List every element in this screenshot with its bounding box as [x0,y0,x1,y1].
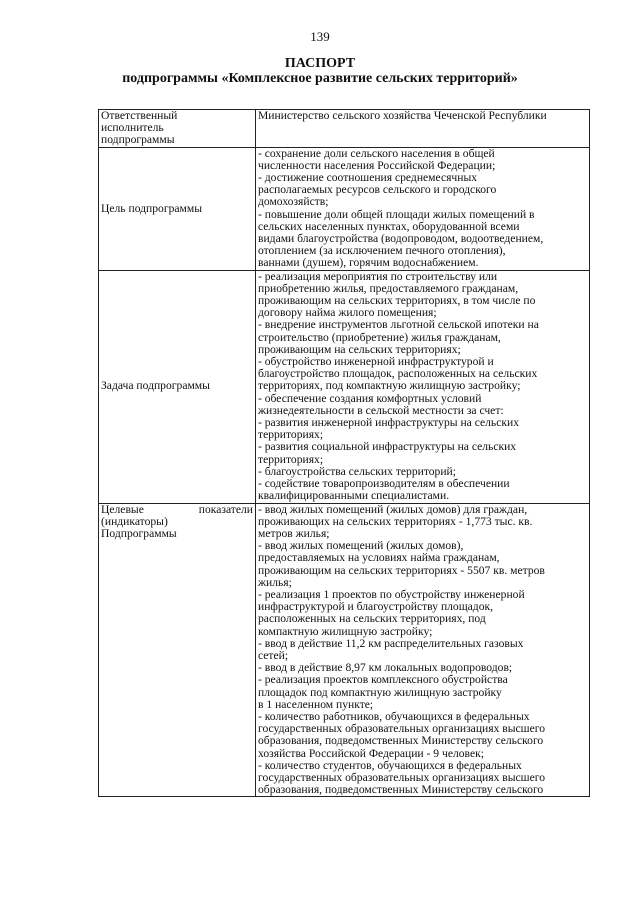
value-line: приобретению жилья, предоставляемого гражданам, [258,282,519,295]
label-cell [99,147,256,270]
value-line: территориях, под компактную жилищную застройку; [258,380,521,393]
value-line: - сохранение доли сельского населения в общей [258,147,495,160]
label-line: Цель подпрограммы [101,202,203,215]
value-line: - обеспечение создания комфортных условий [258,392,482,405]
value-line: площадок под компактную жилищную застройку [258,686,502,699]
label-line: Ответственный [101,110,178,122]
value-line: Министерство сельского хозяйства Чеченской Республики [258,110,547,122]
value-line: предоставляемых на условиях найма гражданам, [258,552,500,565]
value-line: - ввод жилых помещений (жилых домов) для граждан, [258,503,528,516]
label-cell [99,110,256,148]
value-line: договору найма жилого помещения; [258,307,437,320]
value-line: - ввод жилых помещений (жилых домов), [258,540,464,553]
value-line: государственных образовательных организациях высшего [258,723,546,736]
value-line: жилья; [258,576,292,589]
label-line: (индикаторы) [101,515,168,528]
label-line: исполнитель [101,122,164,135]
passport-table [98,109,590,797]
value-line: - ввод в действие 8,97 км локальных водопроводов; [258,662,513,675]
value-line: проживающим на сельских территориях, в том числе по [258,295,536,308]
label-line: Задача подпрограммы [101,380,210,393]
value-line: - развития инженерной инфраструктуры на сельских [258,417,519,430]
value-line: располагаемых ресурсов сельского и городского [258,184,497,197]
value-line: домохозяйств; [258,196,329,209]
value-line: - реализация 1 проектов по обустройству инженерной [258,588,525,601]
value-cell [256,503,590,797]
label-line: подпрограммы [101,134,175,147]
value-line: численности населения Российской Федерации; [258,159,496,172]
value-line: сетей; [258,649,289,662]
page-number: 139 [310,29,330,44]
value-line: - реализация проектов комплексного обустройства [258,674,508,687]
label-line [101,504,253,516]
document-subtitle: подпрограммы «Комплексное развитие сельских территорий» [122,71,518,86]
value-line: хозяйства Российской Федерации - 9 человек; [258,747,484,760]
table-row-responsible [99,110,590,148]
value-line: проживающим на сельских территориях - 5507 кв. метров [258,564,545,577]
value-line: ваннами (душем), горячим водоснабжением. [258,257,479,270]
value-line: жизнедеятельности в сельской местности за счет: [258,404,504,417]
value-line: благоустройство площадок, расположенных на сельских [258,368,538,381]
value-line: образования, подведомственных Министерству сельского [258,784,544,797]
label-cell [99,270,256,503]
value-cell [256,110,590,148]
label-word: показатели [198,503,253,516]
value-line: - развития социальной инфраструктуры на сельских [258,441,517,454]
value-line: территориях; [258,429,324,442]
document-title: ПАСПОРТ [284,56,356,71]
value-line: строительство (приобретение) жилья гражданам, [258,331,501,344]
label-line: Подпрограммы [101,527,177,540]
value-line: проживающим на сельских территориях; [258,343,461,356]
value-line: в 1 населенном пункте; [258,698,374,711]
label-word: Целевые [101,503,144,516]
table-row-goal [99,147,590,270]
value-line: - количество студентов, обучающихся в федеральных [258,759,522,772]
value-cell [256,147,590,270]
value-line: расположенных на сельских территориях, под [258,613,486,626]
value-line: - достижение соотношения среднемесячных [258,172,478,185]
value-line: государственных образовательных организациях высшего [258,771,546,784]
value-line: - обустройство инженерной инфраструктурой и [258,356,494,369]
value-line: - ввод в действие 11,2 км распределительных газовых [258,637,524,650]
table-row-indicators [99,503,590,797]
value-line: территориях; [258,453,324,466]
value-line: отоплением (за исключением печного отопления), [258,245,506,258]
label-cell [99,503,256,797]
value-line: компактную жилищную застройку; [258,625,433,638]
value-line: инфраструктурой и благоустройству площадок, [258,601,494,614]
value-line: - реализация мероприятия по строительству или [258,270,498,283]
value-line: - благоустройства сельских территорий; [258,465,456,478]
value-line: образования, подведомственных Министерству сельского [258,735,544,748]
value-line: - повышение доли общей площади жилых помещений в [258,208,535,221]
value-line: - содействие товаропроизводителям в обеспечении [258,478,510,491]
value-line: видами благоустройства (водопроводом, водоотведением, [258,233,544,246]
value-line: - количество работников, обучающихся в федеральных [258,710,530,723]
value-line: - внедрение инструментов льготной сельской ипотеки на [258,319,539,332]
value-cell [256,270,590,503]
value-line: квалифицированными специалистами. [258,490,450,503]
value-line: метров жилья; [258,527,330,540]
table-row-tasks [99,270,590,503]
value-line: проживающих на сельских территориях - 1,773 тыс. кв. [258,515,533,528]
value-line: сельских населенных пунктах, оборудованной всеми [258,220,520,233]
